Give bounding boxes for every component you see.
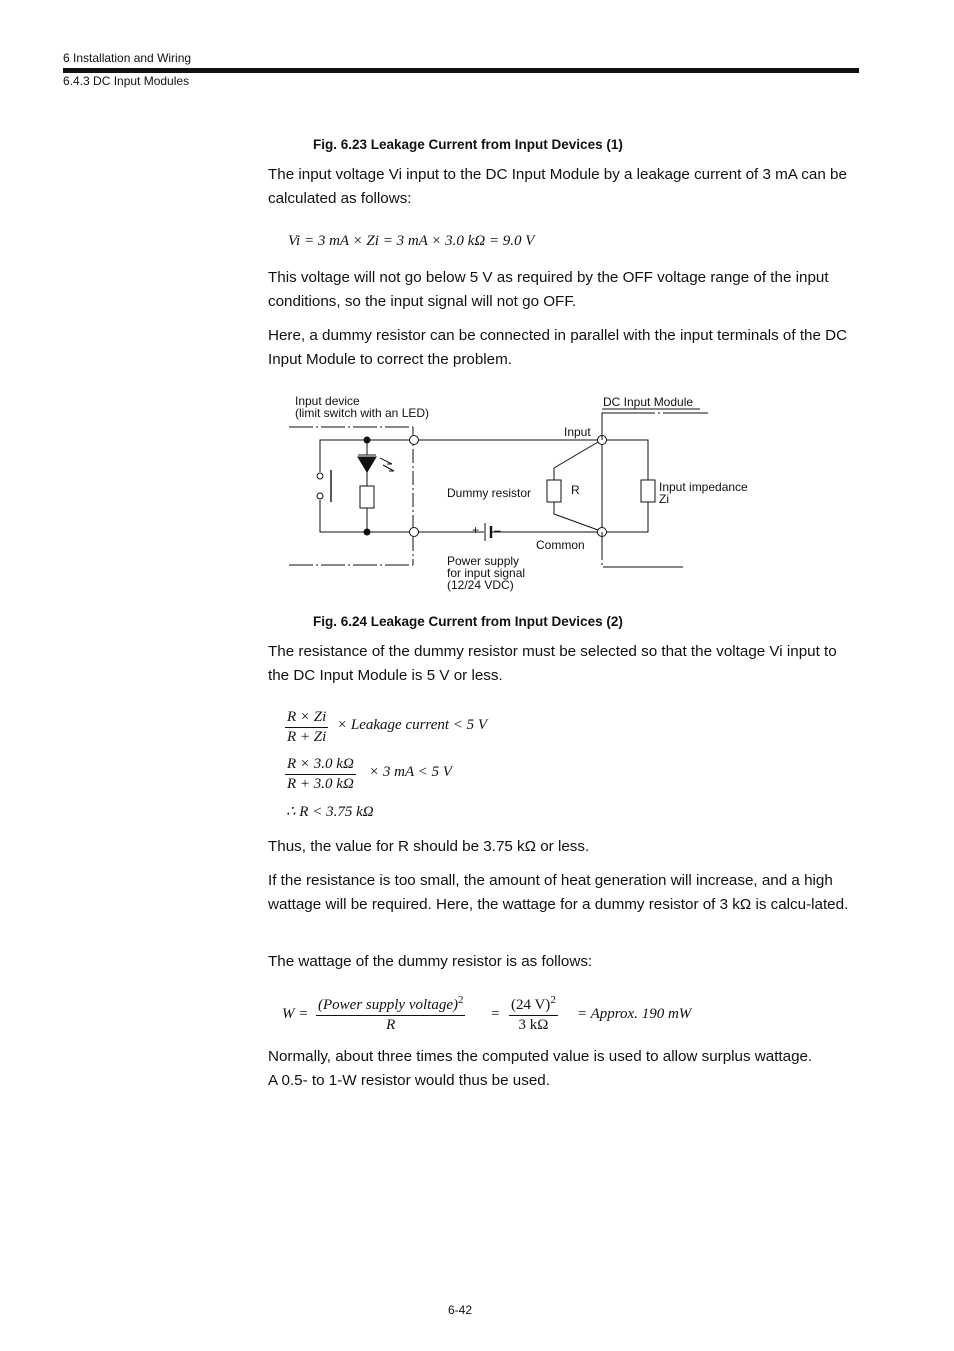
- equation-exponent: 2: [457, 994, 464, 1006]
- equation-fraction-generic: [285, 709, 328, 746]
- circuit-diagram: [280, 390, 760, 600]
- label-zi: Zi: [659, 492, 669, 506]
- label-minus: –: [494, 523, 501, 537]
- label-r: R: [571, 483, 580, 497]
- equation-denominator: 3 kΩ: [518, 1017, 549, 1033]
- label-input: Input: [564, 425, 591, 439]
- figure-caption-6-23: Fig. 6.23 Leakage Current from Input Devices (1): [313, 137, 623, 152]
- label-input-device: Input device: [295, 394, 360, 408]
- running-header-section: 6.4.3 DC Input Modules: [63, 74, 190, 88]
- paragraph-off-voltage: This voltage will not go below 5 V as required by the OFF voltage range of the input conditions, so the input signal will not go OFF.: [268, 269, 829, 310]
- equation-numerator: [509, 994, 558, 1016]
- equation-vi: Vi = 3 mA × Zi = 3 mA × 3.0 kΩ = 9.0 V: [288, 233, 535, 249]
- paragraph-surplus-wattage: Normally, about three times the computed value is used to allow surplus wattage.: [268, 1048, 813, 1065]
- header-rule: [63, 68, 859, 73]
- figure-caption-6-24: Fig. 6.24 Leakage Current from Input Devices (2): [313, 614, 623, 629]
- equation-inequality-generic: × Leakage current < 5 V: [337, 717, 488, 733]
- equation-wattage-rhs: = Approx. 190 mW: [577, 1006, 692, 1022]
- equation-denominator: R + Zi: [287, 729, 327, 745]
- equation-numerator: R × Zi: [285, 709, 328, 728]
- label-input-device-detail: (limit switch with an LED): [295, 406, 430, 420]
- label-power-supply-voltage: (12/24 VDC): [447, 578, 514, 592]
- paragraph-r-value: Thus, the value for R should be 3.75 kΩ or less.: [268, 838, 590, 855]
- label-input-impedance: Input impedance: [659, 480, 748, 494]
- equation-exponent: 2: [550, 994, 556, 1006]
- label-dummy-resistor: Dummy resistor: [447, 486, 532, 500]
- equation-denominator: R + 3.0 kΩ: [287, 776, 354, 792]
- equation-numerator-text: (24 V): [511, 997, 551, 1013]
- equation-wattage-fraction2: [509, 994, 558, 1034]
- equation-result: ∴ R < 3.75 kΩ: [286, 804, 374, 820]
- equation-denominator: R: [386, 1017, 396, 1033]
- equation-fraction-values: [285, 756, 356, 793]
- paragraph-input-voltage: The input voltage Vi input to the DC Input Module by a leakage current of 3 mA can be calculated as follows:: [268, 166, 847, 207]
- paragraph-resistance-selection: The resistance of the dummy resistor must be selected so that the voltage Vi input to the DC Input Module is 5 V or less.: [268, 643, 837, 684]
- label-power-supply-detail: for input signal: [447, 566, 526, 580]
- paragraph-wattage-intro: The wattage of the dummy resistor is as follows:: [268, 953, 593, 970]
- equation-inequality-values: × 3 mA < 5 V: [369, 764, 452, 780]
- label-dc-input-module: DC Input Module: [603, 395, 694, 409]
- equation-numerator: R × 3.0 kΩ: [285, 756, 356, 775]
- running-header-chapter: 6 Installation and Wiring: [63, 51, 192, 65]
- equation-wattage-fraction1: [316, 994, 465, 1034]
- page-number: 6-42: [448, 1303, 473, 1317]
- paragraph-resistor-rating: A 0.5- to 1-W resistor would thus be used.: [268, 1072, 550, 1089]
- paragraph-dummy-resistor: Here, a dummy resistor can be connected in parallel with the input terminals of the DC Input Module to correct the problem.: [268, 327, 848, 368]
- equation-numerator: [316, 994, 465, 1016]
- label-power-supply: Power supply: [447, 554, 520, 568]
- equation-wattage-equals: =: [491, 1006, 500, 1022]
- equation-wattage-lhs: W =: [282, 1006, 309, 1022]
- label-common: Common: [536, 538, 585, 552]
- paragraph-heat-generation: If the resistance is too small, the amount of heat generation will increase, and a high wattage will be required. Here, the wattage for a dummy resistor of 3 kΩ is calcu-lated.: [268, 872, 849, 913]
- equation-numerator-text: (Power supply voltage): [318, 997, 458, 1013]
- label-plus: +: [472, 523, 480, 537]
